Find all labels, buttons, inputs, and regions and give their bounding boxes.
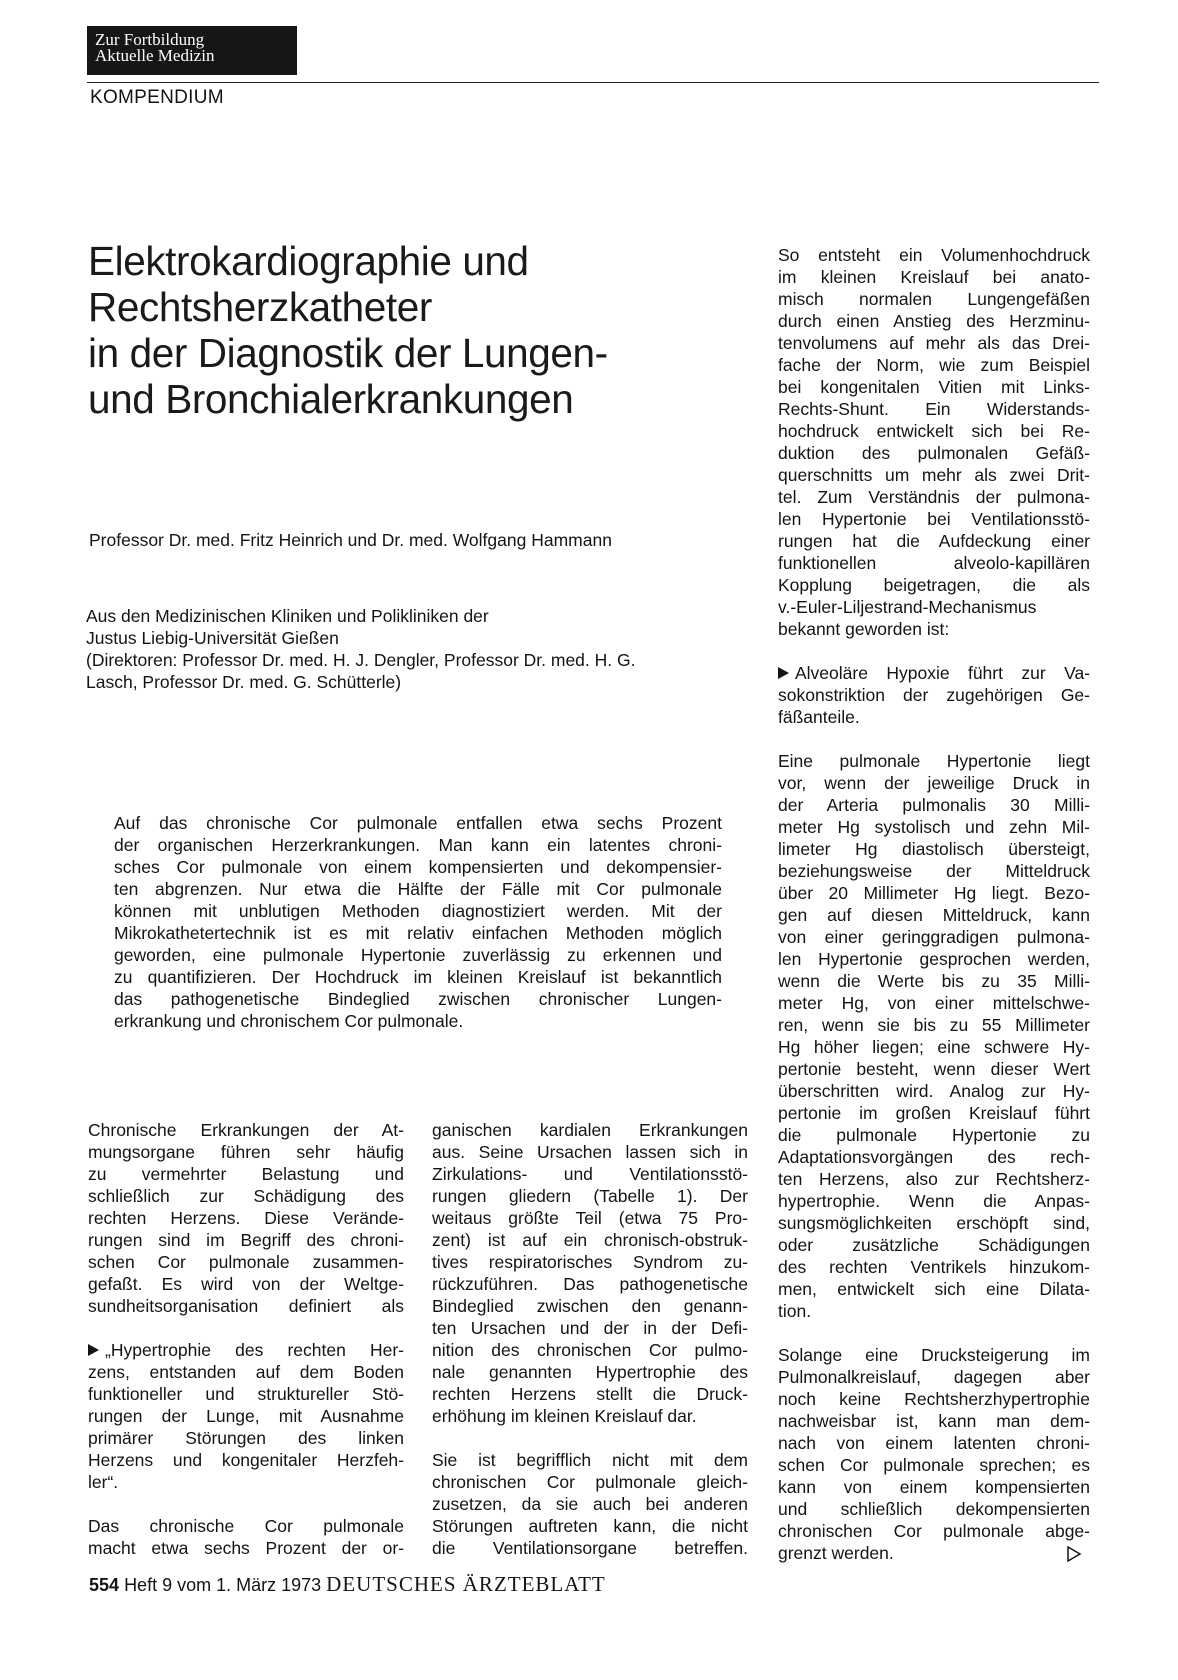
text-line: oder zusätzliche Schädigungen: [778, 1235, 1090, 1255]
text-line: schließlich zur Schädigung des: [88, 1186, 404, 1206]
text-line: ten Herzens, also zur Rechtsherz-: [778, 1169, 1090, 1189]
text-line: rechten Herzens stellt die Druck-: [432, 1384, 748, 1404]
text-line: bekannt geworden ist:: [778, 619, 950, 639]
text-line: Kopplung beigetragen, die als: [778, 575, 1090, 595]
text-line: ren, wenn sie bis zu 55 Millimeter: [778, 1015, 1090, 1035]
text-line: Zirkulations- und Ventilationsstö-: [432, 1164, 748, 1184]
text-line: schen Cor pulmonale zusammen-: [88, 1252, 404, 1272]
text-line: weitaus größte Teil (etwa 75 Pro-: [432, 1208, 748, 1228]
quote-line: funktioneller und struktureller Stö-: [88, 1384, 404, 1404]
text-line: rungen gliedern (Tabelle 1). Der: [432, 1186, 748, 1206]
text-line: len Hypertonie bei Ventilationsstö-: [778, 509, 1090, 529]
text-line: funktionellen alveolo-kapillären: [778, 553, 1090, 573]
text-line: von einer geringgradigen pulmona-: [778, 927, 1090, 947]
bullet-triangle-icon: [88, 1344, 99, 1356]
section-label: KOMPENDIUM: [90, 87, 224, 108]
text-line: tion.: [778, 1301, 812, 1321]
abstract-line: erkrankung und chronischem Cor pulmonale.: [114, 1011, 464, 1031]
affiliation-line: Justus Liebig-Universität Gießen: [86, 628, 339, 648]
text-line: tenvolumens auf mehr als das Drei-: [778, 333, 1090, 353]
text-line: aus. Seine Ursachen lassen sich in: [432, 1142, 748, 1162]
footer: [89, 1572, 606, 1597]
text-line: vor, wenn der jeweilige Druck in: [778, 773, 1090, 793]
title-line: Rechtsherzkatheter: [88, 284, 432, 330]
body-column-1: [88, 1119, 404, 1559]
text-line: mungsorgane führen sehr häufig: [88, 1142, 404, 1162]
quote-line: sokonstriktion der zugehörigen Ge-: [778, 685, 1090, 705]
body-column-3: [778, 244, 1090, 1564]
quote-line: fäßanteile.: [778, 707, 860, 727]
text-line: der Arteria pulmonalis 30 Milli-: [778, 795, 1090, 815]
text-line: des rechten Ventrikels hinzukom-: [778, 1257, 1090, 1277]
text-line: duktion des pulmonalen Gefäß-: [778, 443, 1090, 463]
text-line: die pulmonale Hypertonie zu: [778, 1125, 1090, 1145]
affiliation-line: Aus den Medizinischen Kliniken und Polikliniken der: [86, 606, 489, 626]
text-line: hochdruck entwickelt sich bei Re-: [778, 421, 1090, 441]
text-line: über 20 Millimeter Hg liegt. Bezo-: [778, 883, 1090, 903]
text-line: schen Cor pulmonale sprechen; es: [778, 1455, 1090, 1475]
text-line: fache der Norm, wie zum Beispiel: [778, 355, 1090, 375]
text-line: im kleinen Kreislauf bei anato-: [778, 267, 1090, 287]
text-line: [778, 1542, 1090, 1564]
text-line: nach von einem latenten chroni-: [778, 1433, 1090, 1453]
text-line: sundheitsorganisation definiert als: [88, 1296, 404, 1316]
text-line: zusetzen, da sie auch bei anderen: [432, 1494, 748, 1514]
quote-line: primärer Störungen des linken: [88, 1428, 404, 1448]
text-line: len Hypertonie gesprochen werden,: [778, 949, 1090, 969]
text-line: Chronische Erkrankungen der At-: [88, 1120, 404, 1140]
text-line: durch einen Anstieg des Herzminu-: [778, 311, 1090, 331]
rubric-box: [87, 26, 297, 75]
text-line: und schließlich dekompensierten: [778, 1499, 1090, 1519]
rubric-line-2: Aktuelle Medizin: [95, 46, 215, 65]
page-number: 554: [89, 1575, 120, 1595]
text-line: limeter Hg diastolisch übersteigt,: [778, 839, 1090, 859]
text-line: chronischen Cor pulmonale abge-: [778, 1521, 1090, 1541]
text-line: pertonie besteht, wenn dieser Wert: [778, 1059, 1090, 1079]
quote-line: [778, 662, 1090, 684]
text-line: gen auf diesen Mitteldruck, kann: [778, 905, 1090, 925]
text-line: wenn die Werte bis zu 35 Milli-: [778, 971, 1090, 991]
text-line: v.-Euler-Liljestrand-Mechanismus: [778, 597, 1037, 617]
abstract-line: Auf das chronische Cor pulmonale entfallen etwa sechs Prozent: [114, 813, 722, 833]
abstract-line: sches Cor pulmonale von einem kompensierten und dekompensier-: [114, 857, 722, 877]
abstract: [114, 812, 722, 1032]
abstract-line: Mikrokathetertechnik ist es mit relativ einfachen Methoden möglich: [114, 923, 722, 943]
text-line: nition des chronischen Cor pulmo-: [432, 1340, 748, 1360]
abstract-line: können mit unblutigen Methoden diagnostiziert werden. Mit der: [114, 901, 722, 921]
text-line: men, entwickelt sich eine Dilata-: [778, 1279, 1090, 1299]
affiliation-line: (Direktoren: Professor Dr. med. H. J. Dengler, Professor Dr. med. H. G.: [86, 650, 636, 670]
issue-info: Heft 9 vom 1. März 1973: [124, 1575, 322, 1595]
text-line: zu vermehrter Belastung und: [88, 1164, 404, 1184]
text-line: erhöhung im kleinen Kreislauf dar.: [432, 1406, 697, 1426]
quote-text: „Hypertrophie des rechten Her-: [105, 1340, 404, 1360]
text-line: Störungen auftreten kann, die nicht: [432, 1516, 748, 1536]
text-line: tives respiratorisches Syndrom zu-: [432, 1252, 748, 1272]
text-line: sungsmöglichkeiten erschöpft sind,: [778, 1213, 1090, 1233]
body-column-2: [432, 1119, 748, 1559]
text-line: kann von einem kompensierten: [778, 1477, 1090, 1497]
text-line: noch keine Rechtsherzhypertrophie: [778, 1389, 1090, 1409]
abstract-line: das pathogenetische Bindeglied zwischen chronischer Lungen-: [114, 989, 722, 1009]
text-line: nale genannten Hypertrophie des: [432, 1362, 748, 1382]
abstract-line: geworden, eine pulmonale Hypertonie zuverlässig zu erkennen und: [114, 945, 722, 965]
text-line: tel. Zum Verständnis der pulmona-: [778, 487, 1090, 507]
authors: Professor Dr. med. Fritz Heinrich und Dr. med. Wolfgang Hammann: [89, 530, 612, 550]
text-line: rungen hat die Aufdeckung einer: [778, 531, 1090, 551]
text-line: gefaßt. Es wird von der Weltge-: [88, 1274, 404, 1294]
abstract-line: der organischen Herzerkrankungen. Man kann ein latentes chroni-: [114, 835, 722, 855]
text-line: Rechts-Shunt. Ein Widerstands-: [778, 399, 1090, 419]
text-line: Sie ist begrifflich nicht mit dem: [432, 1450, 748, 1470]
bullet-triangle-icon: [778, 667, 789, 679]
abstract-line: zu quantifizieren. Der Hochdruck im kleinen Kreislauf ist bekanntlich: [114, 967, 722, 987]
text-line: nachweisbar ist, kann man dem-: [778, 1411, 1090, 1431]
text-line: chronischen Cor pulmonale gleich-: [432, 1472, 748, 1492]
title-line: in der Diagnostik der Lungen-: [88, 330, 608, 376]
text-line: Adaptationsvorgängen des rech-: [778, 1147, 1090, 1167]
continue-triangle-icon: [1066, 1545, 1082, 1567]
text-line: meter Hg, von einer mittelschwe-: [778, 993, 1090, 1013]
text-line: beziehungsweise der Mitteldruck: [778, 861, 1090, 881]
quote-line: [88, 1339, 404, 1361]
text-line: Eine pulmonale Hypertonie liegt: [778, 751, 1090, 771]
title-line: und Bronchialerkrankungen: [88, 376, 574, 422]
text-line: überschritten wird. Analog zur Hy-: [778, 1081, 1090, 1101]
article-title: [88, 238, 728, 422]
text-line: rückzuführen. Das pathogenetische: [432, 1274, 748, 1294]
text-line: Pulmonalkreislauf, dagegen aber: [778, 1367, 1090, 1387]
text-line: ten Ursachen und der in der Defi-: [432, 1318, 748, 1338]
text-line: So entsteht ein Volumenhochdruck: [778, 245, 1090, 265]
text-line: pertonie im großen Kreislauf führt: [778, 1103, 1090, 1123]
quote-line: zens, entstanden auf dem Boden: [88, 1362, 404, 1382]
text-line: rechten Herzens. Diese Verände-: [88, 1208, 404, 1228]
rubric-line-1: Zur Fortbildung: [95, 30, 205, 49]
title-line: Elektrokardiographie und: [88, 238, 529, 284]
text-line: zent) ist auf ein chronisch-obstruk-: [432, 1230, 748, 1250]
quote-text: Alveoläre Hypoxie führt zur Va-: [795, 663, 1090, 683]
text-line: macht etwa sechs Prozent der or-: [88, 1538, 404, 1558]
affiliation-line: Lasch, Professor Dr. med. G. Schütterle): [86, 672, 402, 692]
text-line: die Ventilationsorgane betreffen.: [432, 1538, 748, 1558]
text-line: Hg höher liegen; eine schwere Hy-: [778, 1037, 1090, 1057]
text-line: misch normalen Lungengefäßen: [778, 289, 1090, 309]
text-line: Das chronische Cor pulmonale: [88, 1516, 404, 1536]
text-line: ganischen kardialen Erkrankungen: [432, 1120, 748, 1140]
text-line: Solange eine Drucksteigerung im: [778, 1345, 1090, 1365]
text-line: querschnitts um mehr als zwei Drit-: [778, 465, 1090, 485]
affiliation: [86, 605, 635, 693]
text-line-end: grenzt werden.: [778, 1543, 894, 1563]
text-line: meter Hg systolisch und zehn Mil-: [778, 817, 1090, 837]
header-rule: [87, 82, 1099, 83]
text-line: rungen sind im Begriff des chroni-: [88, 1230, 404, 1250]
abstract-line: ten abgrenzen. Nur etwa die Hälfte der Fälle mit Cor pulmonale: [114, 879, 722, 899]
quote-line: ler“.: [88, 1472, 119, 1492]
text-line: Bindeglied zwischen den genann-: [432, 1296, 748, 1316]
text-line: bei kongenitalen Vitien mit Links-: [778, 377, 1090, 397]
text-line: hypertrophie. Wenn die Anpas-: [778, 1191, 1090, 1211]
quote-line: rungen der Lunge, mit Ausnahme: [88, 1406, 404, 1426]
quote-line: Herzens und kongenitaler Herzfeh-: [88, 1450, 404, 1470]
journal-name: DEUTSCHES ÄRZTEBLATT: [326, 1572, 606, 1596]
